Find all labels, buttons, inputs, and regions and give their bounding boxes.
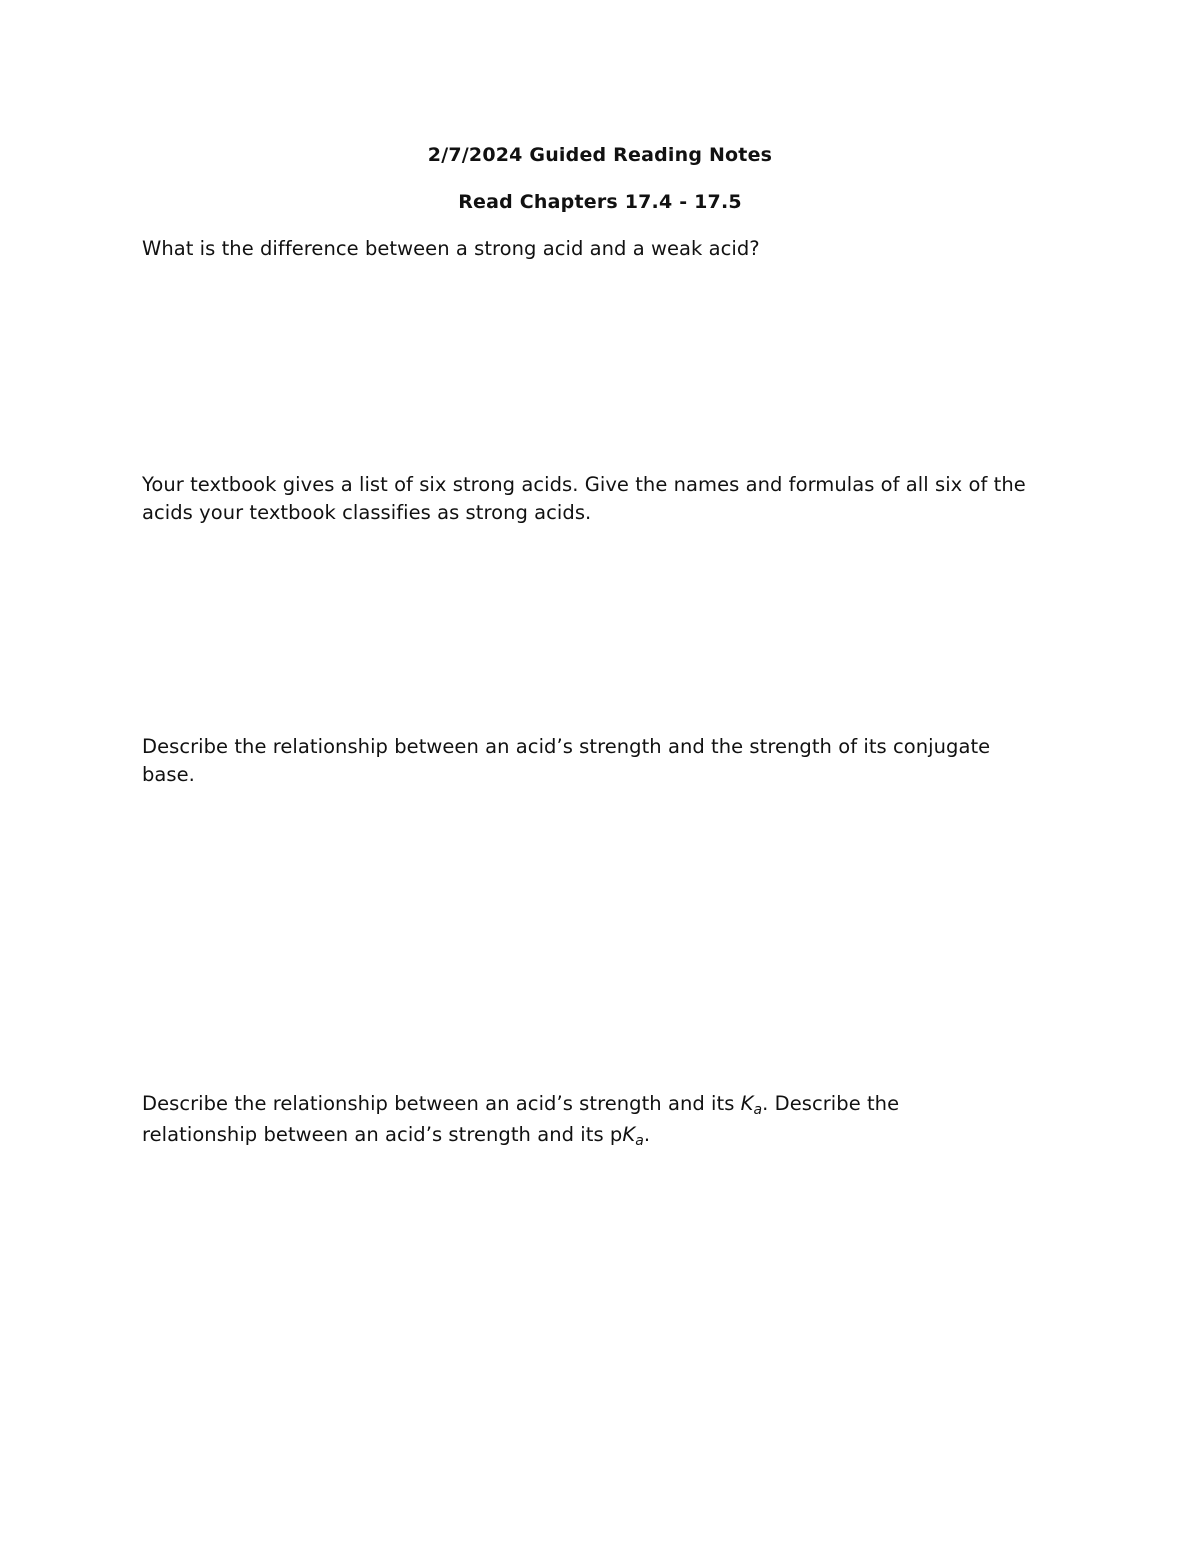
question-4-line-2-end: . [643, 1122, 651, 1146]
question-2-line-2: acids your textbook classifies as strong acids. [142, 500, 592, 524]
pka-symbol [622, 1122, 644, 1149]
question-2 [142, 471, 1072, 526]
pka-subscript: a [635, 1132, 644, 1149]
question-1 [142, 235, 1072, 263]
document-title: 2/7/2024 Guided Reading Notes [427, 144, 773, 166]
pka-k: K [622, 1122, 636, 1146]
question-4 [142, 1090, 1072, 1151]
question-3-line-1: Describe the relationship between an acid’s strength and the strength of its conjugate [142, 735, 991, 758]
question-4-line-1-start: Describe the relationship between an acid’s strength and its [142, 1092, 741, 1115]
ka-subscript: a [753, 1102, 763, 1118]
question-4-line-1-end: . Describe the [762, 1092, 900, 1115]
ka-symbol [740, 1092, 763, 1118]
question-1-text: What is the difference between a strong acid and a weak acid? [142, 237, 760, 260]
document-subtitle: Read Chapters 17.4 - 17.5 [458, 191, 742, 213]
question-3 [142, 733, 1072, 788]
question-3-line-2: base. [142, 762, 195, 786]
question-2-line-1: Your textbook gives a list of six strong acids. Give the names and formulas of all six of the [142, 473, 1026, 496]
question-4-line-2-start: relationship between an acid’s strength and its p [142, 1122, 623, 1146]
ka-k: K [740, 1092, 754, 1115]
